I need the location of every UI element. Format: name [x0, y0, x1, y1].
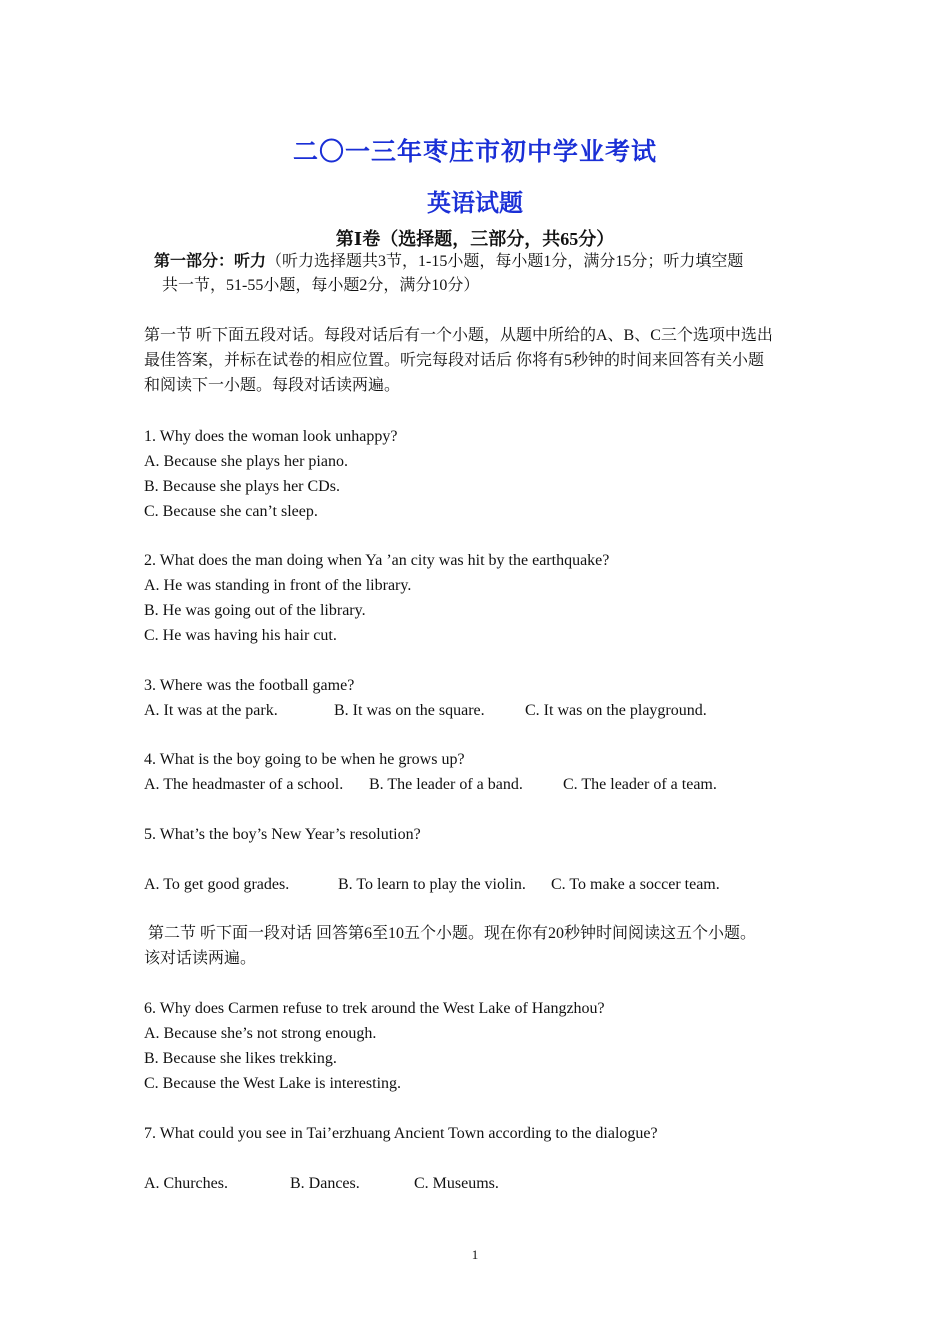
question-7-option-a: A. Churches.	[144, 1175, 228, 1192]
question-6-option-a: A. Because she’s not strong enough.	[144, 1025, 377, 1042]
question-4-option-a: A. The headmaster of a school.	[144, 776, 344, 793]
question-2-option-b: B. He was going out of the library.	[144, 602, 366, 619]
question-2-option-c: C. He was having his hair cut.	[144, 627, 337, 644]
section2-instruction-line2: 该对话读两遍。	[144, 950, 257, 967]
question-1-option-a: A. Because she plays her piano.	[144, 453, 348, 470]
part1-desc-line2: 共一节，51-55小题，每小题2分，满分10分）	[162, 277, 480, 294]
section1-instruction-line2: 最佳答案，并标在试卷的相应位置。听完每段对话后 你将有5秒钟的时间来回答有关小题	[144, 352, 765, 369]
question-3-option-c: C. It was on the playground.	[525, 702, 707, 719]
volume-heading: 第Ⅰ卷（选择题，三部分，共65分）	[335, 229, 615, 249]
question-5-option-b: B. To learn to play the violin.	[338, 876, 526, 893]
section1-instruction-line3: 和阅读下一小题。每段对话读两遍。	[144, 377, 401, 394]
question-4-option-c: C. The leader of a team.	[563, 776, 717, 793]
part1-heading	[154, 252, 743, 272]
question-7-option-b: B. Dances.	[290, 1175, 360, 1192]
question-2-stem: 2. What does the man doing when Ya ’an city was hit by the earthquake?	[144, 552, 610, 569]
question-6-option-c: C. Because the West Lake is interesting.	[144, 1075, 402, 1092]
exam-title: 二〇一三年枣庄市初中学业考试	[292, 139, 657, 166]
question-1-option-b: B. Because she plays her CDs.	[144, 478, 340, 495]
question-6-stem: 6. Why does Carmen refuse to trek around the West Lake of Hangzhou?	[144, 1000, 605, 1017]
question-1-stem: 1. Why does the woman look unhappy?	[144, 428, 398, 445]
question-5-option-a: A. To get good grades.	[144, 876, 290, 893]
exam-subtitle: 英语试题	[427, 191, 523, 217]
page-number: 1	[471, 1247, 479, 1262]
part1-label: 第一部分：听力	[154, 253, 267, 270]
question-4-option-b: B. The leader of a band.	[369, 776, 523, 793]
question-7-stem: 7. What could you see in Tai’erzhuang Ancient Town according to the dialogue?	[144, 1125, 658, 1142]
question-6-option-b: B. Because she likes trekking.	[144, 1050, 337, 1067]
question-7-option-c: C. Museums.	[414, 1175, 499, 1192]
question-2-option-a: A. He was standing in front of the library.	[144, 577, 412, 594]
section1-instruction-line1: 第一节 听下面五段对话。每段对话后有一个小题，从题中所给的A、B、C三个选项中选出	[144, 327, 773, 344]
question-3-option-a: A. It was at the park.	[144, 702, 278, 719]
question-5-option-c: C. To make a soccer team.	[551, 876, 720, 893]
question-1-option-c: C. Because she can’t sleep.	[144, 503, 318, 520]
question-4-stem: 4. What is the boy going to be when he grows up?	[144, 751, 465, 768]
part1-desc-line1: （听力选择题共3节，1-15小题，每小题1分，满分15分；听力填空题	[266, 253, 744, 270]
section2-instruction-line1: 第二节 听下面一段对话 回答第6至10五个小题。现在你有20秒钟时间阅读这五个小题。	[148, 925, 757, 942]
question-3-option-b: B. It was on the square.	[334, 702, 485, 719]
question-3-stem: 3. Where was the football game?	[144, 677, 355, 694]
question-5-stem: 5. What’s the boy’s New Year’s resolution?	[144, 826, 421, 843]
